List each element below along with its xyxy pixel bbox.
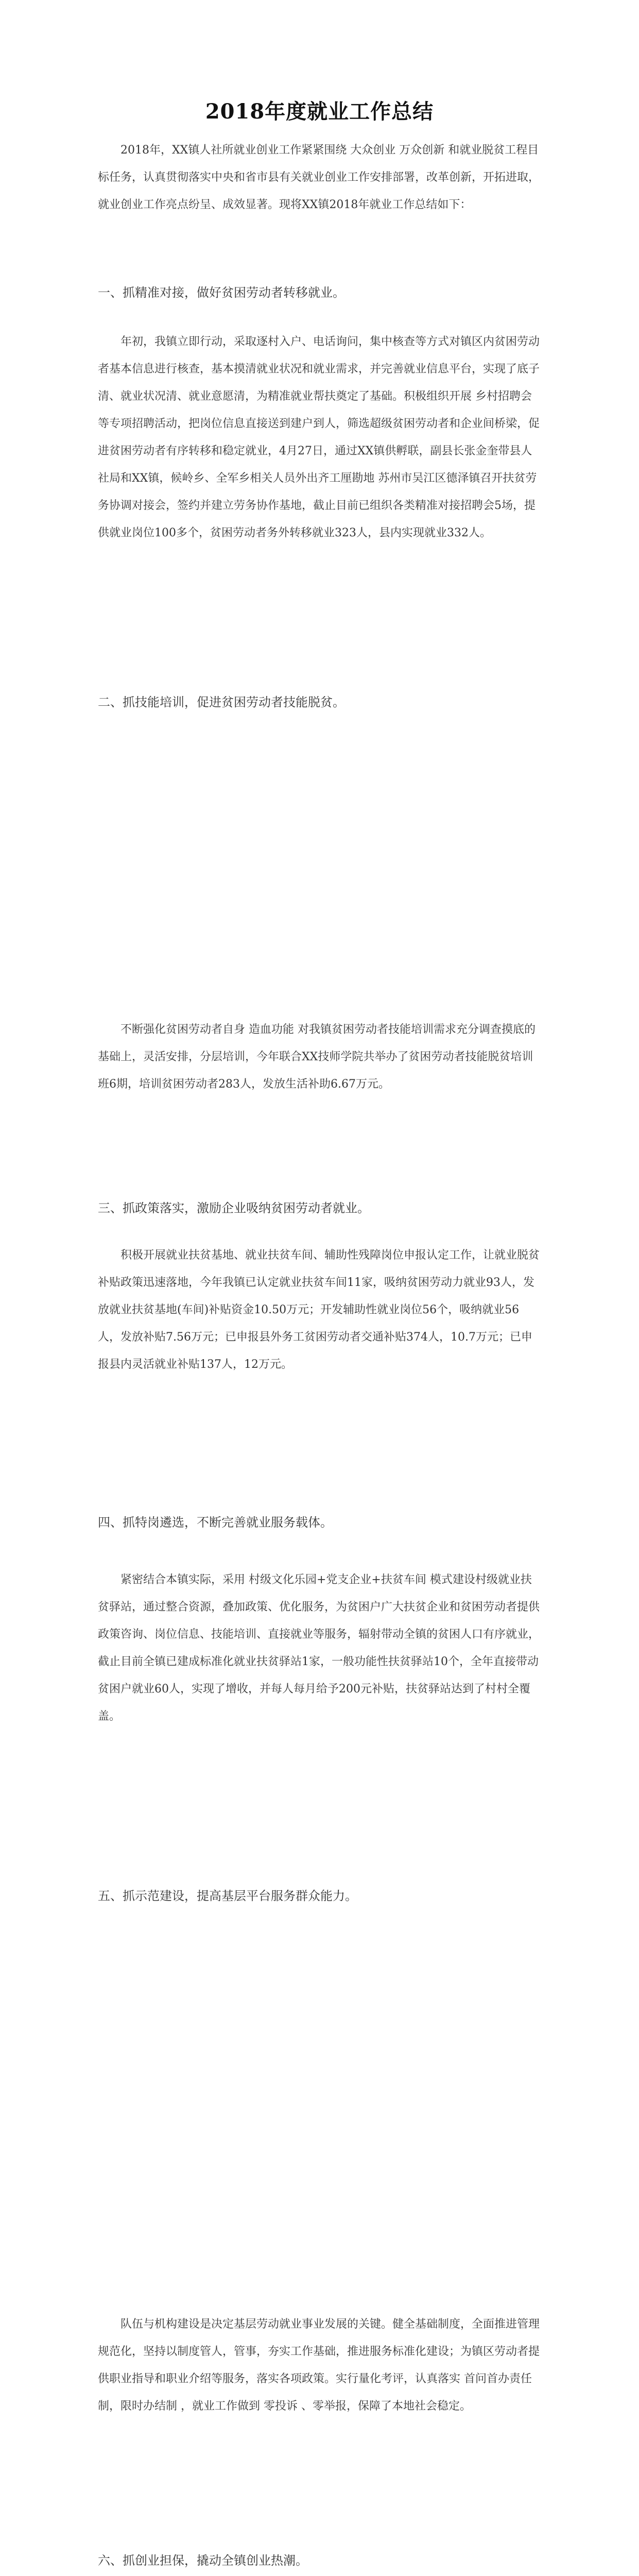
section-2-body: 不断强化贫困劳动者自身 造血功能 对我镇贫困劳动者技能培训需求充分调查摸底的基础上，灵活安排，分层培训，今年联合XX技师学院共举办了贫困劳动者技能脱贫培训班6期，培训贫困劳动者283人，发放生活补助6.67万元。 bbox=[98, 1023, 536, 1091]
section-5-body: 队伍与机构建设是决定基层劳动就业事业发展的关键。健全基础制度，全面推进管理规范化，坚持以制度管人，管事，夯实工作基础，推进服务标准化建设；为镇区劳动者提供职业指导和职业介绍等服务，落实各项政策。实行量化考评，认真落实 首问首办责任制，限时办结制 ，就业工作做到 零投诉 、零举报，保障了本地社会稳定。 bbox=[98, 2318, 540, 2413]
section-4-heading: 四、抓特岗遴选，不断完善就业服务载体。 bbox=[98, 1515, 333, 1530]
section-5-heading: 五、抓示范建设，提高基层平台服务群众能力。 bbox=[98, 1889, 357, 1903]
section-3-heading: 三、抓政策落实，激励企业吸纳贫困劳动者就业。 bbox=[98, 1201, 370, 1215]
section-4-body: 紧密结合本镇实际，采用 村级文化乐园+党支企业+扶贫车间 模式建设村级就业扶贫驿站，通过整合资源，叠加政策、优化服务，为贫困户广大扶贫企业和贫困劳动者提供政策咨询、岗位信息、技能培训、直接就业等服务，辐射带动全镇的贫困人口有序就业，截止目前全镇已建成标准化就业扶贫驿站1家，一般功能性扶贫驿站10个，全年直接带动贫困户就业60人，实现了增收，并每人每月给予200元补贴，扶贫驿站达到了村村全覆盖。 bbox=[98, 1573, 540, 1723]
section-2-heading: 二、抓技能培训，促进贫困劳动者技能脱贫。 bbox=[98, 695, 345, 709]
section-3-body: 积极开展就业扶贫基地、就业扶贫车间、辅助性残障岗位申报认定工作，让就业脱贫补贴政策迅速落地，今年我镇已认定就业扶贫车间11家，吸纳贫困劳动力就业93人，发放就业扶贫基地(车间)补贴资金10.50万元；开发辅助性就业岗位56个，吸纳就业56人，发放补贴7.56万元；已申报县外务工贫困劳动者交通补贴374人，10.7万元；已申报县内灵活就业补贴137人，12万元。 bbox=[98, 1249, 540, 1371]
section-6-heading: 六、抓创业担保，撬动全镇创业热潮。 bbox=[98, 2553, 308, 2568]
section-1-heading: 一、抓精准对接，做好贫困劳动者转移就业。 bbox=[98, 285, 345, 300]
document-title: 2018年度就业工作总结 bbox=[205, 99, 434, 124]
intro-paragraph: 2018年，XX镇人社所就业创业工作紧紧围绕 大众创业 万众创新 和就业脱贫工程目标任务，认真贯彻落实中央和省市县有关就业创业工作安排部署，改革创新，开拓进取，就业创业工作亮点纷呈、成效显著。现将XX镇2018年就业工作总结如下： bbox=[98, 144, 540, 211]
section-1-body: 年初，我镇立即行动，采取逐村入户、电话询问，集中核查等方式对镇区内贫困劳动者基本信息进行核查，基本摸清就业状况和就业需求，并完善就业信息平台，实现了底子清、就业状况清、就业意愿清，为精准就业帮扶奠定了基础。积极组织开展 乡村招聘会 等专项招聘活动，把岗位信息直接送到建户到人，筛选超级贫困劳动者和企业间桥梁，促进贫困劳动者有序转移和稳定就业，4月27日，通过XX镇供孵联，副县长张金奎带县人社局和XX镇，候岭乡、全军乡相关人员外出齐工厘勘地 苏州市吴江区德泽镇召开扶贫劳务协调对接会，签约并建立劳务协作基地，截止目前已组织各类精准对接招聘会5场，提供就业岗位100多个，贫困劳动者务外转移就业323人，县内实现就业332人。 bbox=[98, 335, 540, 539]
